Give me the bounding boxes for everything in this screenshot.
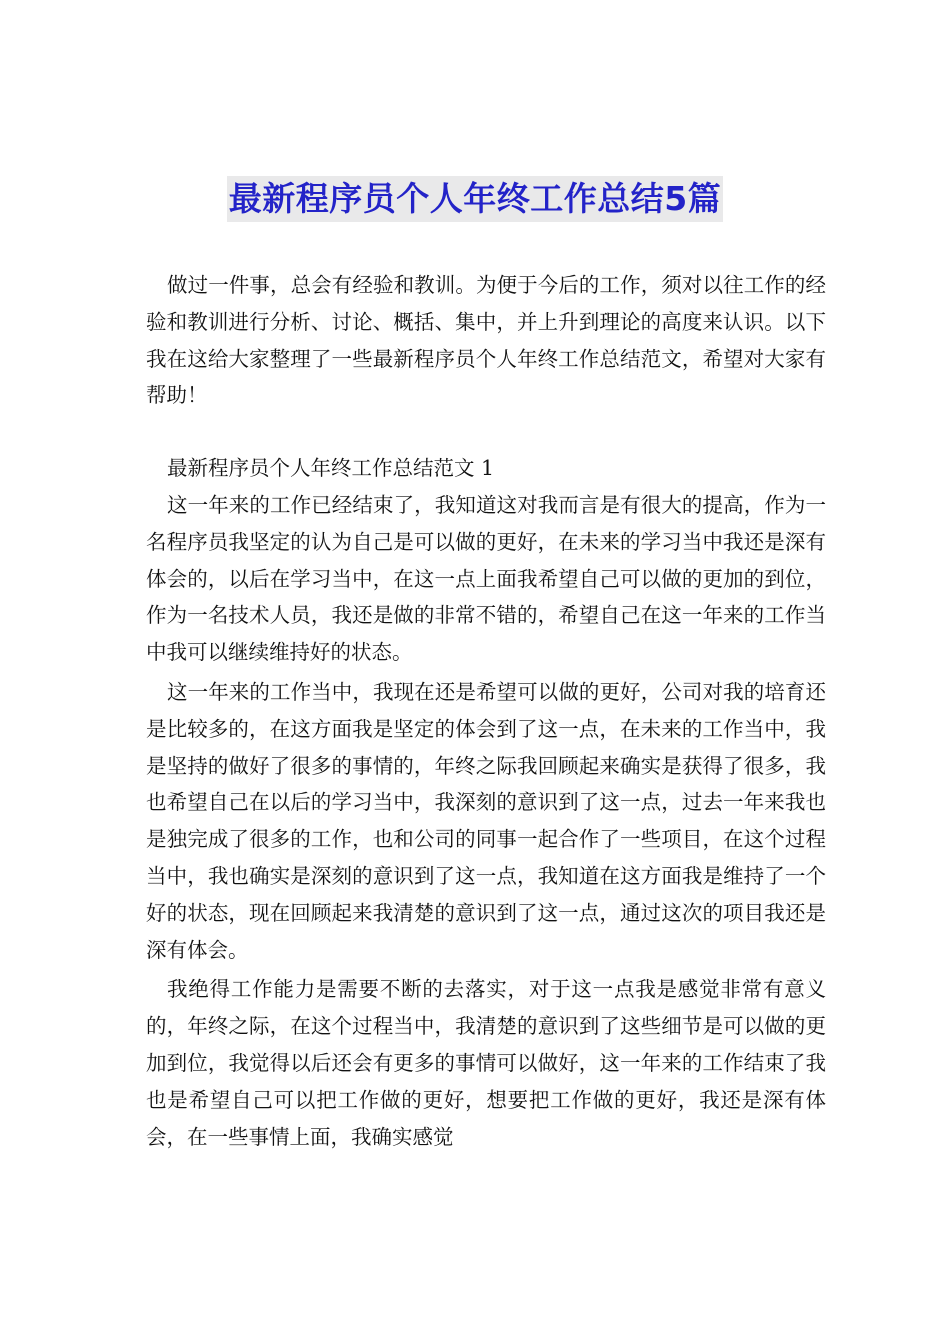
intro-paragraph: 做过一件事，总会有经验和教训。为便于今后的工作，须对以往工作的经验和教训进行分析、讨论、概括、集中，并上升到理论的高度来认识。以下我在这给大家整理了一些最新程序员个人年终工作总结范文，希望对大家有帮助！ [146, 273, 826, 408]
document-body [146, 267, 826, 1155]
body-paragraph-3: 我绝得工作能力是需要不断的去落实，对于这一点我是感觉非常有意义的，年终之际，在这个过程当中，我清楚的意识到了这些细节是可以做的更加到位，我觉得以后还会有更多的事情可以做好，这一年来的工作结束了我也是希望自己可以把工作做的更好，想要把工作做的更好，我还是深有体会，在一些事情上面，我确实感觉 [146, 977, 826, 1149]
section-heading: 最新程序员个人年终工作总结范文 1 [167, 456, 495, 481]
body-paragraph-1: 这一年来的工作已经结束了，我知道这对我而言是有很大的提高，作为一名程序员我坚定的认为自己是可以做的更好，在未来的学习当中我还是深有体会的，以后在学习当中，在这一点上面我希望自己可以做的更加的到位，作为一名技术人员，我还是做的非常不错的，希望自己在这一年来的工作当中我可以继续维持好的状态。 [146, 492, 826, 665]
body-paragraph-2: 这一年来的工作当中，我现在还是希望可以做的更好，公司对我的培育还是比较多的，在这方面我是坚定的体会到了这一点，在未来的工作当中，我是坚持的做好了很多的事情的，年终之际我回顾起来确实是获得了很多，我也希望自己在以后的学习当中，我深刻的意识到了这一点，过去一年来我也是独完成了很多的工作，也和公司的同事一起合作了一些项目，在这个过程当中，我也确实是深刻的意识到了这一点，我知道在这方面我是维持了一个好的状态，现在回顾起来我清楚的意识到了这一点，通过这次的项目我还是深有体会。 [146, 679, 826, 962]
title-container [0, 176, 950, 222]
document-title: 最新程序员个人年终工作总结5篇 [227, 176, 723, 222]
